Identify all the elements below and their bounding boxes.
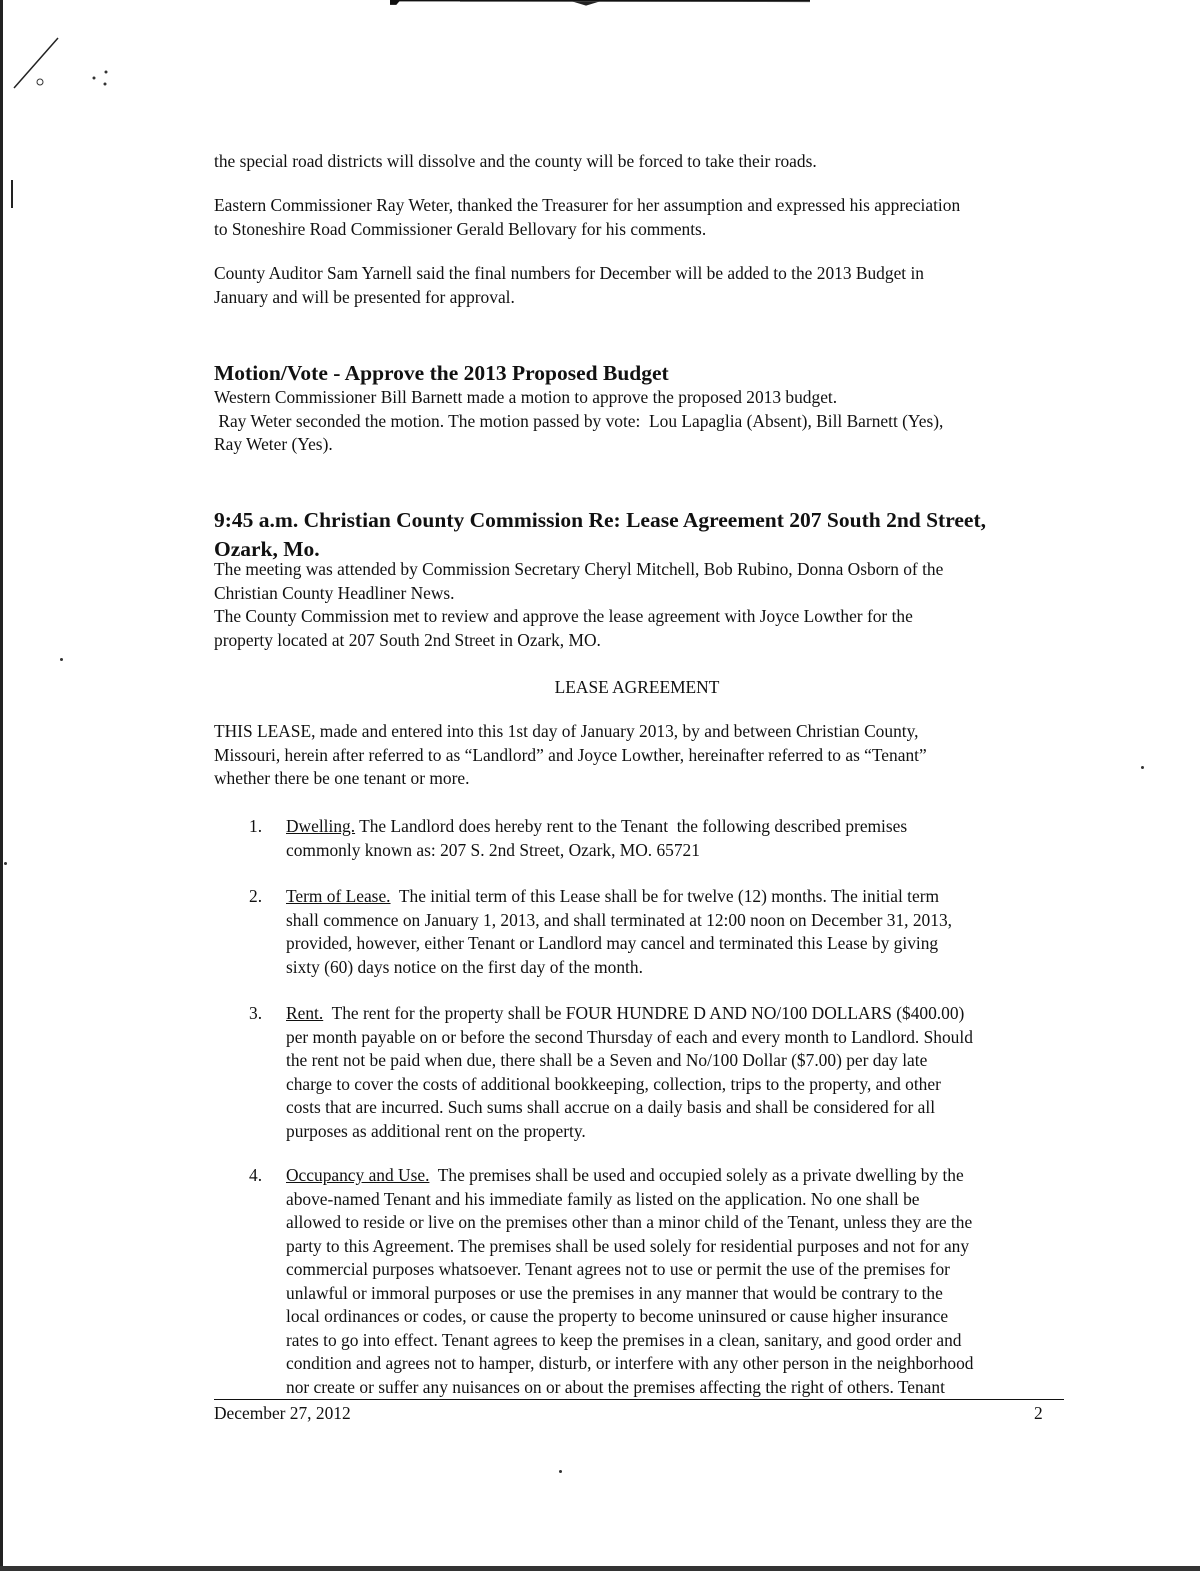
clause-line: unlawful or immoral purposes or use the premises in any manner that would be contrary to the (286, 1282, 943, 1303)
clause-line: commonly known as: 207 S. 2nd Street, Ozark, MO. 65721 (286, 839, 700, 860)
clause-title: Dwelling. (286, 816, 356, 836)
scan-mark-corner (8, 30, 128, 100)
clause-line: The initial term of this Lease shall be for twelve (12) months. The initial term (390, 886, 940, 906)
text-line: Western Commissioner Bill Barnett made a motion to approve the proposed 2013 budget. (214, 387, 838, 407)
clause-body (286, 815, 1076, 862)
paragraph-auditor (214, 262, 924, 309)
clause-number: 2. (249, 886, 263, 906)
text-line: County Auditor Sam Yarnell said the final numbers for December will be added to the 2013 Budget in (214, 263, 924, 283)
page-number: 2 (1034, 1403, 1043, 1423)
clause-title: Occupancy and Use. (286, 1165, 430, 1185)
footer-divider (214, 1399, 1064, 1400)
text-line: THIS LEASE, made and entered into this 1st day of January 2013, by and between Christian County, (214, 721, 919, 741)
text-line: Missouri, herein after referred to as “Landlord” and Joyce Lowther, hereinafter referred to as “Tenant” (214, 744, 927, 765)
clause-line: commercial purposes whatsoever. Tenant agrees not to use or permit the use of the premises for (286, 1259, 950, 1279)
scan-artifact-top (0, 0, 1200, 14)
scan-speck (559, 1470, 562, 1473)
clause-number: 4. (249, 1165, 263, 1185)
clause-body (286, 1164, 1076, 1399)
text-line: Christian County Headliner News. (214, 582, 455, 603)
text-line: property located at 207 South 2nd Street in Ozark, MO. (214, 629, 601, 650)
paragraph-meeting-attendance (214, 558, 943, 652)
clause-line: provided, however, either Tenant or Landlord may cancel and terminated this Lease by giving (286, 933, 939, 953)
clause-title: Term of Lease. (286, 886, 391, 906)
text-line: the special road districts will dissolve and the county will be forced to take their roads. (214, 151, 817, 171)
scan-edge-left (0, 0, 3, 1571)
clause-body (286, 885, 1076, 979)
clause-line: condition and agrees not to hamper, disturb, or interfere with any other person in the neighborhood (286, 1353, 974, 1373)
text-line: The meeting was attended by Commission Secretary Cheryl Mitchell, Bob Rubino, Donna Osborn of the (214, 559, 944, 579)
heading-motion-vote: Motion/Vote - Approve the 2013 Proposed Budget (214, 361, 669, 385)
heading-line: 9:45 a.m. Christian County Commission Re: Lease Agreement 207 South 2nd Street, (214, 508, 986, 532)
text-line: to Stoneshire Road Commissioner Gerald Bellovary for his comments. (214, 218, 707, 239)
clause-line: local ordinances or codes, or cause the property to become uninsured or cause higher insurance (286, 1306, 949, 1326)
clause-line: above-named Tenant and his immediate family as listed on the application. No one shall be (286, 1188, 920, 1209)
scan-speck (4, 862, 7, 865)
clause-line: The Landlord does hereby rent to the Tenant the following described premises (355, 816, 908, 836)
clause-line: sixty (60) days notice on the first day of the month. (286, 956, 643, 977)
scan-speck (1141, 766, 1144, 769)
text-line: The County Commission met to review and approve the lease agreement with Joyce Lowther for the (214, 606, 913, 626)
text-line: whether there be one tenant or more. (214, 768, 470, 788)
clause-line: nor create or suffer any nuisances on or about the premises affecting the right of others. Tenant (286, 1376, 945, 1397)
scan-mark-left (11, 180, 13, 208)
text-line: January and will be presented for approval. (214, 286, 515, 307)
clause-line: shall commence on January 1, 2013, and shall terminated at 12:00 noon on December 31, 2013, (286, 909, 952, 930)
paragraph-road-districts (214, 150, 817, 174)
paragraph-ray-weter (214, 194, 960, 241)
clause-number: 3. (249, 1003, 263, 1023)
clause-line: the rent not be paid when due, there shall be a Seven and No/100 Dollar ($7.00) per day late (286, 1050, 928, 1070)
clause-number: 1. (249, 816, 263, 836)
clause-line: purposes as additional rent on the property. (286, 1120, 586, 1141)
paragraph-lease-preamble (214, 720, 927, 791)
clause-title: Rent. (286, 1003, 324, 1023)
clause-body (286, 1002, 1076, 1143)
heading-line: Ozark, Mo. (214, 537, 320, 561)
heading-lease-meeting (214, 506, 1064, 564)
clause-line: rates to go into effect. Tenant agrees to keep the premises in a clean, sanitary, and good order and (286, 1329, 962, 1350)
clause-line: allowed to reside or live on the premises other than a minor child of the Tenant, unless they are the (286, 1212, 973, 1232)
lease-agreement-title: LEASE AGREEMENT (554, 677, 720, 697)
text-line: Eastern Commissioner Ray Weter, thanked the Treasurer for her assumption and expressed his appreciation (214, 195, 961, 215)
clause-line: The premises shall be used and occupied solely as a private dwelling by the (429, 1165, 964, 1185)
clause-line: The rent for the property shall be FOUR HUNDRE D AND NO/100 DOLLARS ($400.00) (323, 1003, 965, 1023)
clause-line: costs that are incurred. Such sums shall accrue on a daily basis and shall be considered for all (286, 1097, 936, 1117)
footer-date: December 27, 2012 (214, 1403, 351, 1423)
text-line: Ray Weter (Yes). (214, 434, 333, 454)
clause-line: party to this Agreement. The premises shall be used solely for residential purposes and not for any (286, 1235, 970, 1256)
scan-speck (60, 658, 63, 661)
paragraph-motion (214, 386, 943, 457)
clause-line: per month payable on or before the second Thursday of each and every month to Landlord. Should (286, 1026, 973, 1047)
scan-edge-bottom (0, 1566, 1200, 1571)
clause-line: charge to cover the costs of additional bookkeeping, collection, trips to the property, and other (286, 1073, 941, 1094)
text-line: Ray Weter seconded the motion. The motion passed by vote: Lou Lapaglia (Absent), Bill Barnett (Yes), (214, 410, 944, 431)
